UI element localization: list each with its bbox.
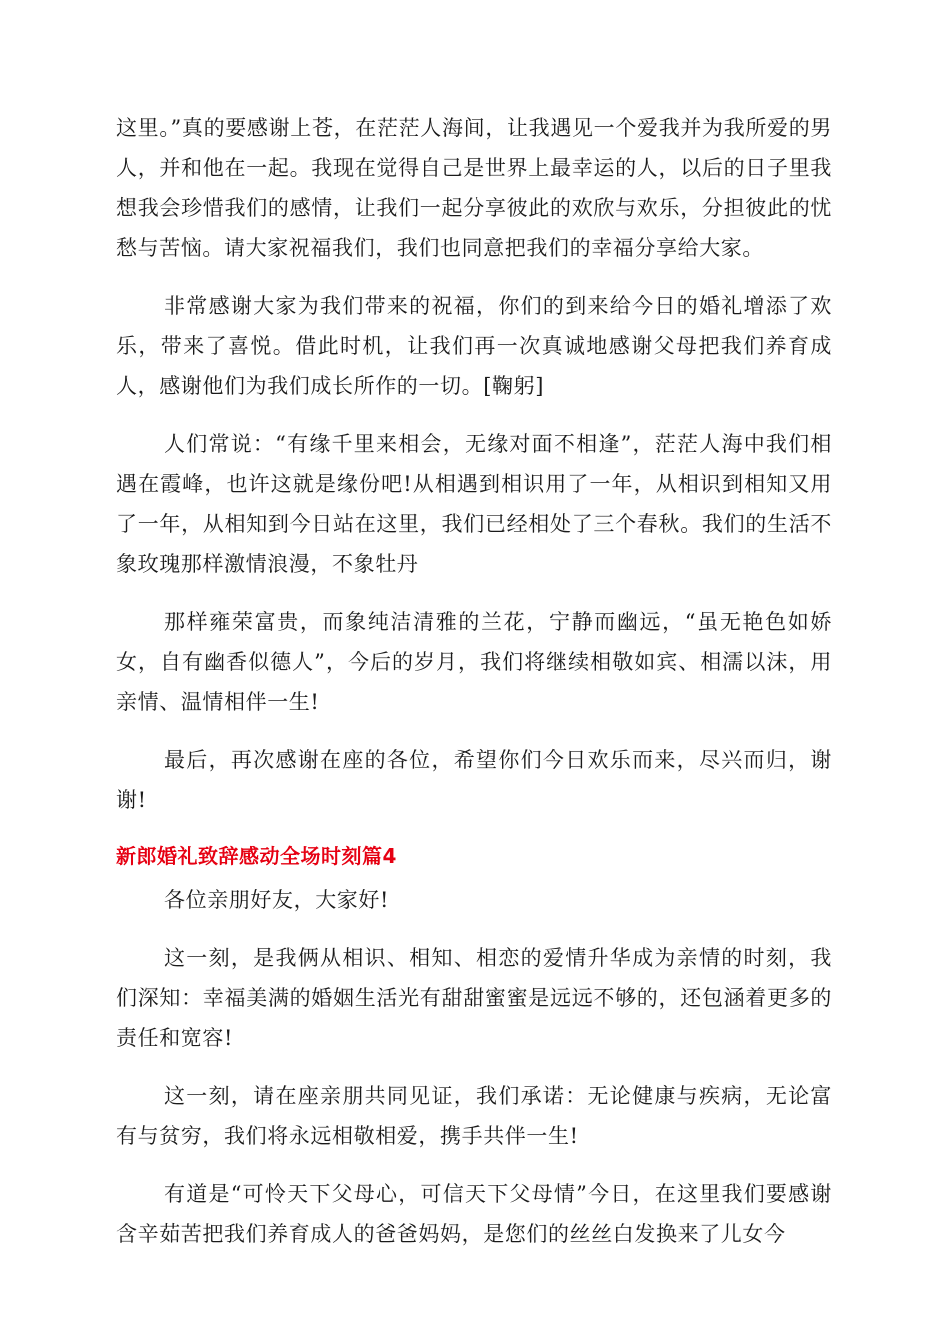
paragraph-7: 这一刻，是我俩从相识、相知、相恋的爱情升华成为亲情的时刻，我们深知：幸福美满的婚姻生活光有甜甜蜜蜜是远远不够的，还包涵着更多的责任和宽容! (116, 946, 832, 1050)
paragraph-2: 非常感谢大家为我们带来的祝福，你们的到来给今日的婚礼增添了欢乐，带来了喜悦。借此时机，让我们再一次真诚地感谢父母把我们养育成人，感谢他们为我们成长所作的一切。[鞠躬] (116, 294, 832, 398)
document-body (116, 108, 832, 1272)
paragraph-8: 这一刻，请在座亲朋共同见证，我们承诺：无论健康与疾病，无论富有与贫穷，我们将永远相敬相爱，携手共伴一生! (116, 1084, 832, 1148)
section-heading: 新郎婚礼致辞感动全场时刻篇4 (116, 844, 397, 868)
paragraph-6: 各位亲朋好友，大家好! (164, 888, 390, 912)
paragraph-9: 有道是“可怜天下父母心，可信天下父母情”今日，在这里我们要感谢含辛茹苦把我们养育成人的爸爸妈妈，是您们的丝丝白发换来了儿女今 (116, 1182, 832, 1246)
paragraph-1: 这里。”真的要感谢上苍，在茫茫人海间，让我遇见一个爱我并为我所爱的男人，并和他在一起。我现在觉得自己是世界上最幸运的人，以后的日子里我想我会珍惜我们的感情，让我们一起分享彼此的欢欣与欢乐，分担彼此的忧愁与苦恼。请大家祝福我们，我们也同意把我们的幸福分享给大家。 (116, 116, 832, 260)
paragraph-3: 人们常说：“有缘千里来相会，无缘对面不相逢”，茫茫人海中我们相遇在霞峰，也许这就是缘份吧!从相遇到相识用了一年，从相识到相知又用了一年，从相知到今日站在这里，我们已经相处了三个春秋。我们的生活不象玫瑰那样激情浪漫，不象牡丹 (116, 432, 832, 576)
paragraph-4: 那样雍荣富贵，而象纯洁清雅的兰花，宁静而幽远，“虽无艳色如娇女，自有幽香似德人”，今后的岁月，我们将继续相敬如宾、相濡以沫，用亲情、温情相伴一生! (116, 610, 832, 714)
paragraph-5: 最后，再次感谢在座的各位，希望你们今日欢乐而来，尽兴而归，谢谢! (116, 748, 832, 812)
